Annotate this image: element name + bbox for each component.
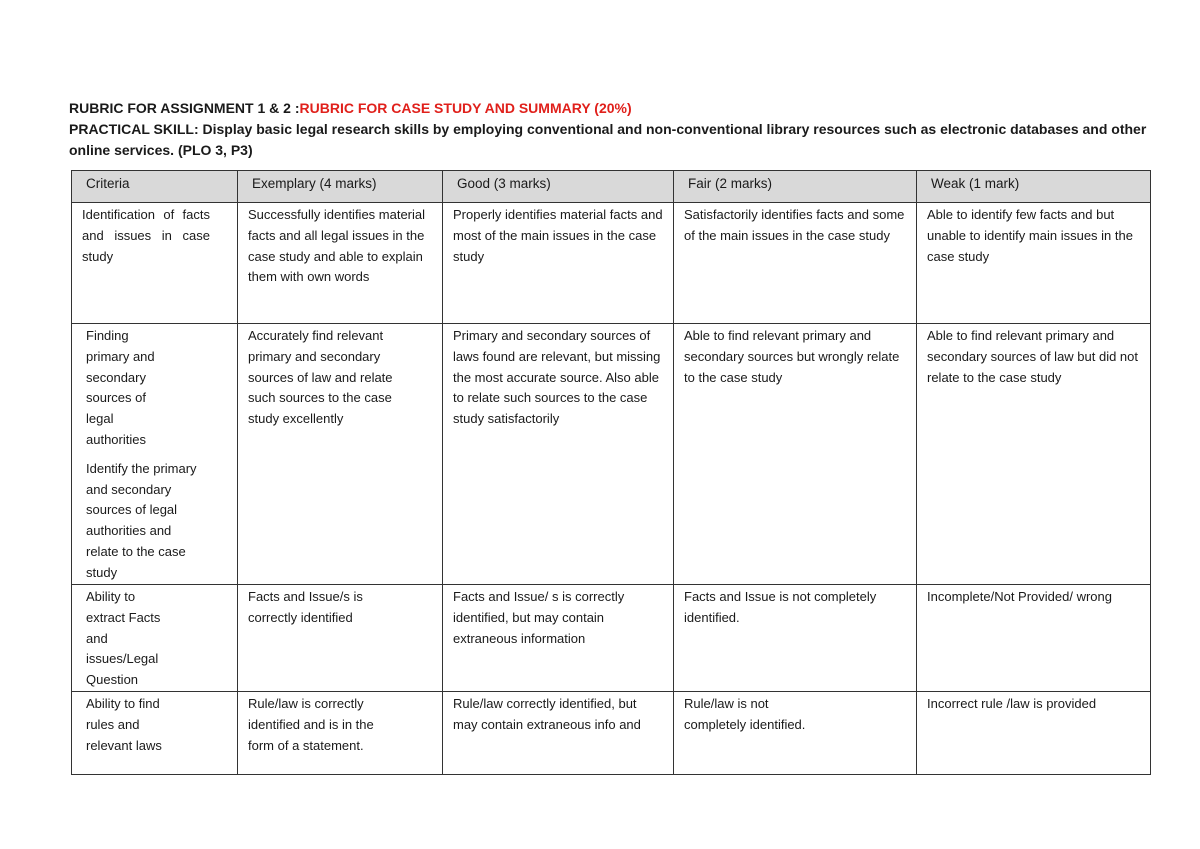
practical-skill-line-2: online services. (PLO 3, P3) xyxy=(69,142,253,158)
criteria-cell xyxy=(72,585,238,692)
fair-cell xyxy=(674,691,917,774)
rubric-title-prefix: RUBRIC FOR ASSIGNMENT 1 & 2 : xyxy=(69,100,300,116)
header-criteria: Criteria xyxy=(72,171,238,203)
good-cell: Facts and Issue/ s is correctly identified, but may contain extraneous information xyxy=(443,585,674,692)
criteria-text: Ability to extract Facts and issues/Legal Question xyxy=(86,589,161,688)
exemplary-text: Accurately find relevant primary and secondary sources of law and relate such sources to the case study excellently xyxy=(248,328,393,427)
criteria-cell xyxy=(72,691,238,774)
criteria-text: Ability to find rules and relevant laws xyxy=(86,695,162,753)
document-heading xyxy=(69,98,1149,161)
rubric-title xyxy=(69,98,1149,119)
criteria-cell xyxy=(72,324,238,585)
weak-cell: Incomplete/Not Provided/ wrong xyxy=(917,585,1151,692)
exemplary-text: Facts and Issue/s is correctly identified xyxy=(248,589,363,625)
criteria-extra-text: Identify the primary and secondary sources of legal authorities and relate to the case study xyxy=(86,460,197,580)
header-fair: Fair (2 marks) xyxy=(674,171,917,203)
practical-skill xyxy=(69,119,1149,161)
fair-cell: Facts and Issue is not completely identified. xyxy=(674,585,917,692)
header-exemplary: Exemplary (4 marks) xyxy=(238,171,443,203)
exemplary-cell xyxy=(238,585,443,692)
good-cell: Primary and secondary sources of laws found are relevant, but missing the most accurate source. Also able to relate such sources to the case study satisfactorily xyxy=(443,324,674,585)
rubric-table xyxy=(71,170,1151,775)
good-cell xyxy=(443,691,674,774)
exemplary-cell xyxy=(238,691,443,774)
good-text: Rule/law correctly identified, but may contain extraneous info and xyxy=(453,695,641,732)
exemplary-cell: Successfully identifies material facts and all legal issues in the case study and able to explain them with own words xyxy=(238,203,443,324)
criteria-text: Identification of facts and issues in case study xyxy=(82,207,210,264)
fair-text: Rule/law is not completely identified. xyxy=(684,695,806,732)
criteria-cell xyxy=(72,203,238,324)
weak-cell: Able to find relevant primary and secondary sources of law but did not relate to the case study xyxy=(917,324,1151,585)
fair-cell: Satisfactorily identifies facts and some of the main issues in the case study xyxy=(674,203,917,324)
table-row xyxy=(72,585,1151,692)
practical-skill-line-1: PRACTICAL SKILL: Display basic legal research skills by employing conventional and non-conventional library resources such as electronic databases and other xyxy=(69,121,1147,137)
criteria-text: Finding primary and secondary sources of legal authorities xyxy=(86,328,155,447)
table-header-row xyxy=(72,171,1151,203)
rubric-title-red: RUBRIC FOR CASE STUDY AND SUMMARY (20%) xyxy=(299,100,632,116)
fair-cell: Able to find relevant primary and secondary sources but wrongly relate to the case study xyxy=(674,324,917,585)
good-cell: Properly identifies material facts and most of the main issues in the case study xyxy=(443,203,674,324)
table-row xyxy=(72,203,1151,324)
weak-cell: Incorrect rule /law is provided xyxy=(917,691,1151,774)
table-row xyxy=(72,691,1151,774)
criteria-spacer xyxy=(86,451,231,459)
table-row xyxy=(72,324,1151,585)
header-weak: Weak (1 mark) xyxy=(917,171,1151,203)
header-good: Good (3 marks) xyxy=(443,171,674,203)
weak-cell: Able to identify few facts and but unable to identify main issues in the case study xyxy=(917,203,1151,324)
exemplary-cell xyxy=(238,324,443,585)
exemplary-text: Rule/law is correctly identified and is in the form of a statement. xyxy=(248,695,374,753)
